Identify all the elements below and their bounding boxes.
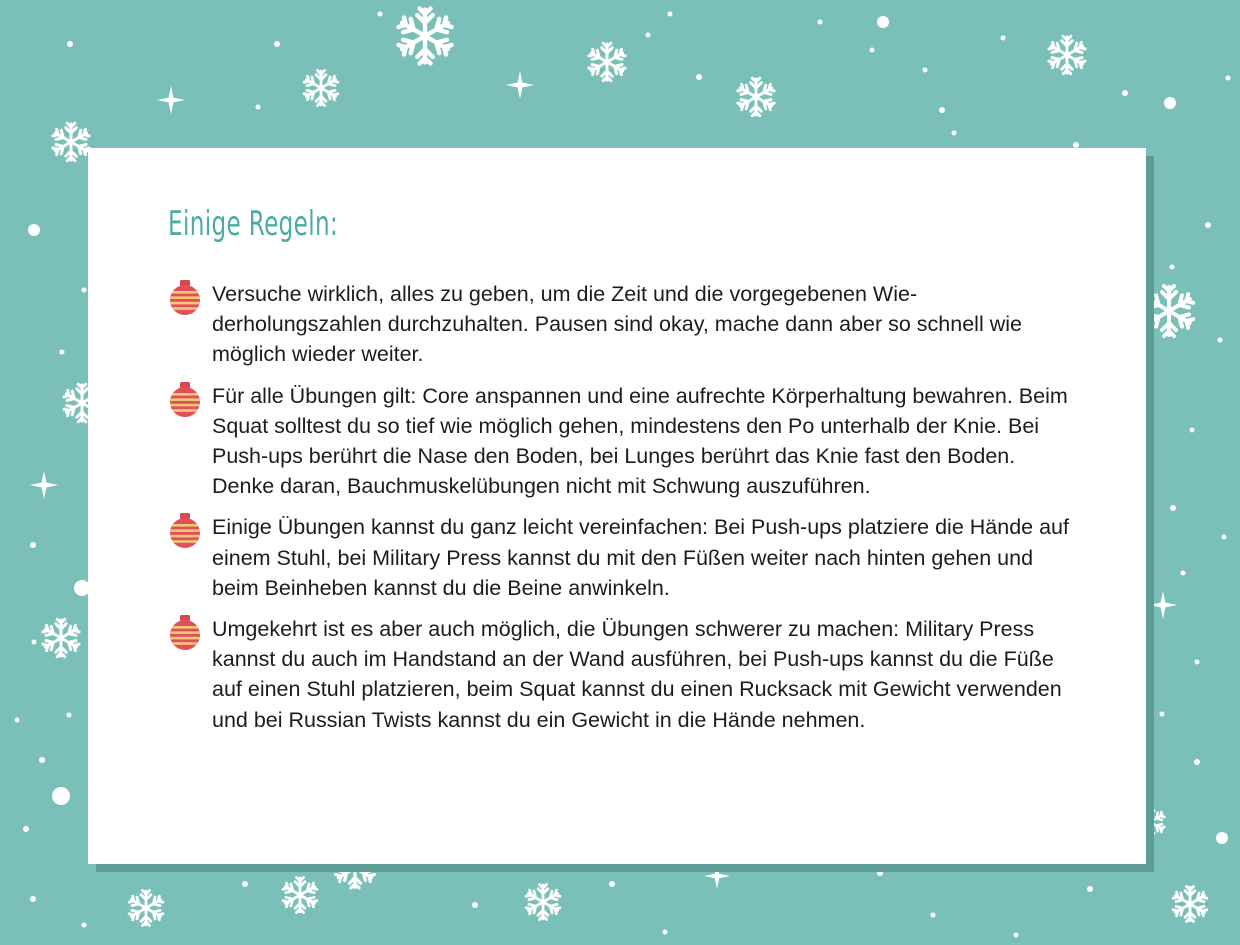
list-item [168, 279, 1078, 370]
snowflake-icon [128, 891, 163, 926]
rule-text: Umgekehrt ist es aber auch möglich, die Übungen schwerer zu machen: Military Press kannst du auch im Handstand an der Wand ausführen, bei Push-ups kannst du die Füße auf einen Stuhl platzieren, beim Squat kannst du einen Rucksack mit Gewicht verwenden und bei Russian Twists kannst du ein Gewicht in die Hände nehmen. [212, 617, 1062, 732]
snowflake-icon [52, 123, 90, 161]
snowflake-icon [397, 8, 452, 63]
rules-list [168, 279, 1078, 746]
sparkle-icon [506, 71, 535, 100]
snowflake-icon [737, 78, 775, 116]
list-item [168, 614, 1078, 735]
list-item [168, 381, 1078, 502]
rule-text: Versuche wirklich, alles zu geben, um die Zeit und die vorgegebenen Wiederholungszahlen durchzuhalten. Pausen sind okay, mache dann aber so schnell wie möglich wieder weiter. [212, 282, 1022, 367]
page-title: Einige Regeln: [168, 204, 339, 244]
sparkle-icon [30, 471, 59, 500]
snowflake-icon [42, 619, 80, 657]
sparkle-icon [157, 86, 186, 115]
rule-text: Einige Übungen kannst du ganz leicht vereinfachen: Bei Push-ups platziere die Hände auf einem Stuhl, bei Military Press kannst du mit den Füßen weiter nach hinten gehen und beim Beinheben kannst du die Beine anwinkeln. [212, 515, 1069, 600]
snowflake-icon [282, 878, 317, 913]
christmas-ornament-icon [169, 512, 203, 550]
snowflake-icon [303, 71, 338, 106]
christmas-ornament-icon [169, 381, 203, 419]
rules-card [88, 148, 1146, 864]
christmas-ornament-icon [169, 614, 203, 652]
christmas-ornament-icon [169, 279, 203, 317]
snowflake-icon [588, 43, 626, 81]
snowflake-icon [525, 885, 560, 920]
list-item [168, 512, 1078, 603]
snowflake-icon [1048, 36, 1086, 74]
rule-text: Für alle Übungen gilt: Core anspannen und eine aufrechte Körperhaltung bewahren. Beim Squat solltest du so tief wie möglich gehen, mindestens den Po unterhalb der Knie. Bei Push-ups berührt die Nase den Boden, bei Lunges berührt das Knie fast den Boden. Denke daran, Bauchmuskelübungen nicht mit Schwung auszuführen. [212, 383, 1068, 499]
snowflake-icon [1172, 887, 1207, 922]
